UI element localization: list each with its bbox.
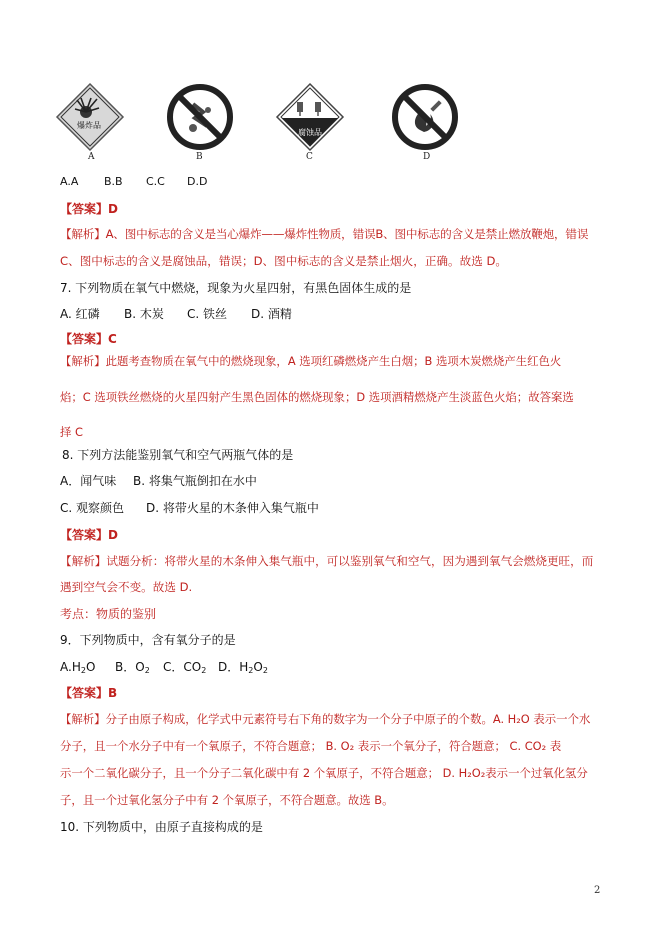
- q9-analysis-line-3: 示一个二氧化碳分子，且一个分子二氧化碳中有 2 个氧原子，不符合题意； D. H₂O₂表示一个过氧化氢分: [60, 766, 588, 780]
- sign-c-text: 腐蚀品: [298, 128, 322, 137]
- q7-analysis-line-1: 【解析】此题考查物质在氧气中的燃烧现象，A 选项红磷燃烧产生白烟；B 选项木炭燃烧产生红色火: [60, 354, 562, 368]
- no-fireworks-sign: [165, 82, 235, 152]
- q9-analysis-line-2: 分子，且一个水分子中有一个氧原子，不符合题意； B. O₂ 表示一个氧分子，符合题意； C. CO₂ 表: [60, 739, 562, 753]
- q9-answer: 【答案】B: [60, 686, 118, 700]
- q6-option-b: B.B: [104, 175, 123, 188]
- q7-option-b: B. 木炭: [124, 307, 164, 321]
- no-fireworks-icon: [165, 82, 235, 152]
- no-smoking-fire-icon: [390, 82, 460, 152]
- q7-stem: 7. 下列物质在氧气中燃烧，现象为火星四射，有黑色固体生成的是: [60, 281, 412, 295]
- q9-option-b-main: O: [135, 660, 145, 674]
- q7-option-c: C. 铁丝: [187, 307, 228, 321]
- q9-option-b-sub: 2: [144, 666, 150, 675]
- q6-option-d: D.D: [187, 175, 208, 188]
- q9-option-d-main: H: [239, 660, 249, 674]
- q8-option-d: D. 将带火星的木条伸入集气瓶中: [146, 501, 319, 515]
- corrosive-diamond-icon: [275, 82, 345, 152]
- q9-option-b: [115, 658, 150, 680]
- q9-option-d-sub2: 2: [262, 666, 268, 675]
- q10-stem: 10. 下列物质中，由原子直接构成的是: [60, 820, 263, 834]
- q9-analysis-line-4: 子，且一个过氧化氢分子中有 2 个氧原子，不符合题意。故选 B。: [60, 793, 394, 807]
- q6-option-c: C.C: [146, 175, 165, 188]
- q9-option-b-prefix: B．: [115, 660, 136, 674]
- q8-analysis-line-2: 遇到空气会不变。故选 D.: [60, 580, 193, 594]
- page-number: 2: [594, 885, 601, 896]
- sign-label-a: A: [88, 152, 95, 162]
- sign-label-d: D: [423, 152, 431, 162]
- q6-option-a: A.A: [60, 175, 79, 188]
- q9-option-c-sub: 2: [201, 666, 207, 675]
- q9-option-c-prefix: C．: [163, 660, 184, 674]
- q7-analysis-line-3: 择 C: [60, 425, 83, 439]
- q9-option-a-tail: O: [85, 660, 96, 674]
- q9-stem: 9．下列物质中，含有氧分子的是: [60, 633, 236, 647]
- q6-analysis-line-2: C、图中标志的含义是腐蚀品，错误；D、图中标志的含义是禁止烟火，正确。故选 D。: [60, 254, 508, 268]
- q6-answer: 【答案】D: [60, 202, 118, 216]
- q8-option-a: A．闻气味: [60, 474, 117, 488]
- q7-option-d: D. 酒精: [251, 307, 292, 321]
- q9-analysis-line-1: 【解析】分子由原子构成，化学式中元素符号右下角的数字为一个分子中原子的个数。A. H₂O 表示一个水: [60, 712, 591, 726]
- q8-answer: 【答案】D: [60, 528, 118, 542]
- q9-option-d: [218, 658, 268, 680]
- no-smoking-sign: [390, 82, 460, 152]
- q7-analysis-line-2: 焰；C 选项铁丝燃烧的火星四射产生黑色固体的燃烧现象；D 选项酒精燃烧产生淡蓝色火焰；故答案选: [60, 390, 574, 404]
- q8-option-c: C. 观察颜色: [60, 501, 125, 515]
- q9-option-a-prefix: A.: [60, 660, 72, 674]
- q6-analysis-line-1: 【解析】A、图中标志的含义是当心爆炸——爆炸性物质，错误B、图中标志的含义是禁止燃放鞭炮，错误: [60, 227, 589, 241]
- q8-option-b: B. 将集气瓶倒扣在水中: [133, 474, 257, 488]
- q9-option-a: [60, 658, 95, 680]
- sign-a-text: 爆炸品: [77, 121, 101, 130]
- q9-option-d-sub: 2: [248, 666, 254, 675]
- q9-option-a-main: H: [71, 660, 81, 674]
- sign-label-b: B: [196, 152, 203, 162]
- explosive-diamond-icon: [55, 82, 125, 152]
- q7-option-a: A. 红磷: [60, 307, 100, 321]
- q8-stem: 8. 下列方法能鉴别氧气和空气两瓶气体的是: [62, 448, 294, 462]
- q9-option-d-prefix: D．: [218, 660, 240, 674]
- q9-option-d-tail: O: [253, 660, 263, 674]
- q9-option-a-sub: 2: [80, 666, 86, 675]
- q9-option-c: [163, 658, 206, 680]
- q8-point: 考点：物质的鉴别: [60, 607, 157, 621]
- corrosive-sign: [275, 82, 345, 152]
- sign-label-c: C: [306, 152, 313, 162]
- q9-option-c-main: CO: [183, 660, 202, 674]
- explosive-sign: [55, 82, 125, 152]
- q7-answer: 【答案】C: [60, 332, 117, 346]
- q8-analysis-line-1: 【解析】试题分析：将带火星的木条伸入集气瓶中，可以鉴别氧气和空气，因为遇到氧气会燃烧更旺，而: [60, 554, 594, 568]
